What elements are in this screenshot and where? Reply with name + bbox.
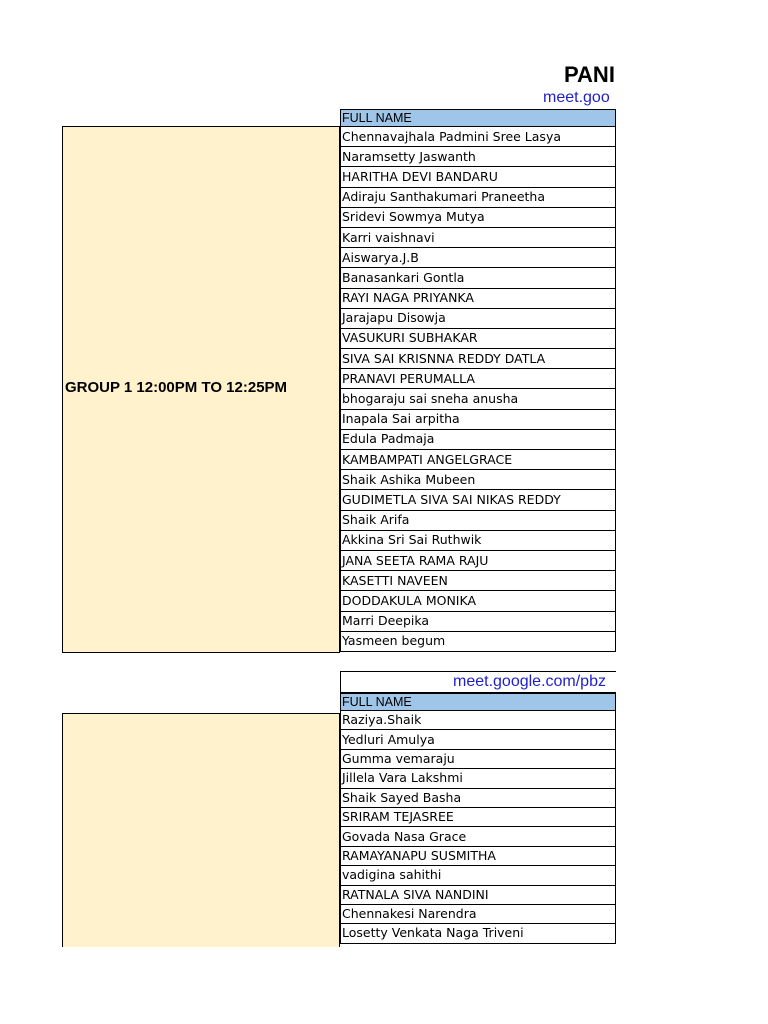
table-row [341,470,616,490]
name-cell[interactable]: bhogaraju sai sneha anusha [341,389,616,409]
name-cell[interactable]: Jarajapu Disowja [341,308,616,328]
table-row [341,450,616,470]
table-row [341,187,616,207]
name-cell[interactable]: RAYI NAGA PRIYANKA [341,288,616,308]
name-cell[interactable]: Shaik Ashika Mubeen [341,470,616,490]
name-cell[interactable]: RAMAYANAPU SUSMITHA [341,846,616,865]
table-row [341,389,616,409]
table-row [341,349,616,369]
name-cell[interactable]: Yasmeen begum [341,631,616,651]
name-cell[interactable]: Shaik Sayed Basha [341,788,616,807]
table-row [341,147,616,167]
table-row [341,127,616,147]
name-cell[interactable]: Govada Nasa Grace [341,827,616,846]
table-row [341,490,616,510]
table-row [341,550,616,570]
name-cell[interactable]: SIVA SAI KRISNNA REDDY DATLA [341,349,616,369]
name-cell[interactable]: SRIRAM TEJASREE [341,807,616,826]
table-row [341,288,616,308]
table-row [341,631,616,651]
full-name-header: FULL NAME [341,694,616,711]
table-row [341,591,616,611]
name-cell[interactable]: KASETTI NAVEEN [341,571,616,591]
table-row [341,807,616,826]
meet-link-group-1[interactable] [340,89,616,109]
meet-link-group-2[interactable] [340,671,616,693]
name-cell[interactable]: Chennakesi Narendra [341,904,616,923]
table-row [341,429,616,449]
table-header-row [341,110,616,127]
name-cell[interactable]: Edula Padmaja [341,429,616,449]
table-row [341,510,616,530]
name-cell[interactable]: Sridevi Sowmya Mutya [341,207,616,227]
table-row [341,904,616,923]
name-cell[interactable]: Gumma vemaraju [341,749,616,768]
table-row [341,409,616,429]
name-cell[interactable]: JANA SEETA RAMA RAJU [341,550,616,570]
table-row [341,611,616,631]
table-row [341,711,616,730]
full-name-header: FULL NAME [341,110,616,127]
table-row [341,846,616,865]
name-cell[interactable]: Banasankari Gontla [341,268,616,288]
table-row [341,769,616,788]
name-cell[interactable]: Shaik Arifa [341,510,616,530]
sheet-title-text: PANI [564,62,615,87]
table-row [341,827,616,846]
table-row [341,248,616,268]
name-cell[interactable]: Marri Deepika [341,611,616,631]
name-cell[interactable]: Inapala Sai arpitha [341,409,616,429]
table-row [341,167,616,187]
name-cell[interactable]: Naramsetty Jaswanth [341,147,616,167]
name-cell[interactable]: Jillela Vara Lakshmi [341,769,616,788]
table-row [341,207,616,227]
name-cell[interactable]: Karri vaishnavi [341,227,616,247]
name-cell[interactable]: GUDIMETLA SIVA SAI NIKAS REDDY [341,490,616,510]
name-cell[interactable]: Chennavajhala Padmini Sree Lasya [341,127,616,147]
name-cell[interactable]: Raziya.Shaik [341,711,616,730]
sheet-title [340,60,616,88]
name-cell[interactable]: HARITHA DEVI BANDARU [341,167,616,187]
group-1-label: GROUP 1 12:00PM TO 12:25PM [65,379,288,396]
table-header-row [341,694,616,711]
table-row [341,749,616,768]
name-cell[interactable]: RATNALA SIVA NANDINI [341,885,616,904]
table-row [341,308,616,328]
table-row [341,571,616,591]
name-cell[interactable]: PRANAVI PERUMALLA [341,369,616,389]
table-row [341,268,616,288]
name-cell[interactable]: vadigina sahithi [341,866,616,885]
meet-link-text[interactable]: meet.goo [543,89,610,106]
table-row [341,530,616,550]
group-1-name-table [340,109,616,652]
name-cell[interactable]: Losetty Venkata Naga Triveni [341,924,616,943]
name-cell[interactable]: Aiswarya.J.B [341,248,616,268]
table-row [341,369,616,389]
group-2-label-cell [62,713,340,947]
name-cell[interactable]: Yedluri Amulya [341,730,616,749]
group-1-label-cell [62,126,340,653]
table-row [341,788,616,807]
meet-link-text[interactable]: meet.google.com/pbz [453,673,606,690]
name-cell[interactable]: KAMBAMPATI ANGELGRACE [341,450,616,470]
name-cell[interactable]: VASUKURI SUBHAKAR [341,328,616,348]
table-row [341,924,616,943]
table-row [341,730,616,749]
name-cell[interactable]: Akkina Sri Sai Ruthwik [341,530,616,550]
group-2-name-table [340,693,616,944]
table-row [341,866,616,885]
table-row [341,328,616,348]
name-cell[interactable]: Adiraju Santhakumari Praneetha [341,187,616,207]
table-row [341,227,616,247]
table-row [341,885,616,904]
name-cell[interactable]: DODDAKULA MONIKA [341,591,616,611]
